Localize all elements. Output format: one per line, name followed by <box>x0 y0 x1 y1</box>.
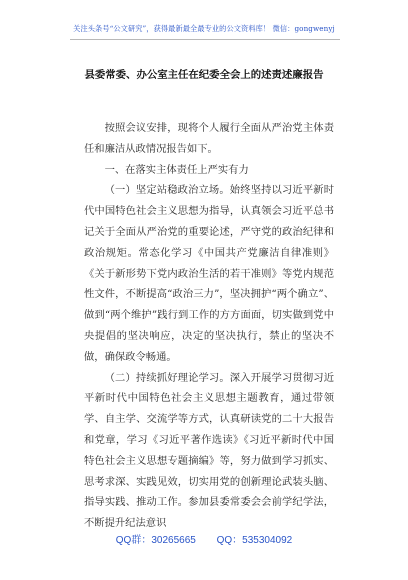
footer-qq-number: QQ：535304092 <box>216 535 293 546</box>
footer-contact <box>0 531 408 546</box>
header-promo-text: 关注头条号“公文研究”，获得最新最全最专业的公文资料库！ 微信：gongwenyj <box>73 24 335 33</box>
document-body <box>84 118 334 534</box>
section-heading: 一、在落实主体责任上严实有力 <box>104 163 249 176</box>
header-divider <box>70 39 340 40</box>
intro-paragraph: 按照会议安排，现将个人履行全面从严治党主体责任和廉洁从政情况报告如下。 <box>84 122 334 155</box>
body-paragraph-1: （一）坚定站稳政治立场。始终坚持以习近平新时代中国特色社会主义思想为指导，认真领会习近平总书记关于全面从严治党的重要论述，严守党的政治纪律和政治规矩。常态化学习《中国共产党廉洁自律准则》《关于新形势下党内政治生活的若干准则》等党内规范性文件，不断提高“政治三力”，坚决拥护“两个确立”、做到“两个维护”践行到工作的方方面面，切实做到党中央提倡的坚决响应，决定的坚决执行，禁止的坚决不做，确保政令畅通。 <box>84 184 334 363</box>
body-paragraph-2: （二）持续抓好理论学习。深入开展学习贯彻习近平新时代中国特色社会主义思想主题教育，通过带领学、自主学、交流学等方式，认真研读党的二十大报告和党章，学习《习近平著作选读》《习近平新时代中国特色社会主义思想专题摘编》等，努力做到学习抓实、思考求深、实践见效，切实用党的创新理论武装头脑、指导实践、推动工作。参加县委常委会会前学纪学法，不断提升纪法意识 <box>84 371 334 530</box>
document-title: 县委常委、办公室主任在纪委全会上的述责述廉报告 <box>84 69 324 81</box>
footer-qq-group: QQ群：30265665 <box>115 535 196 546</box>
